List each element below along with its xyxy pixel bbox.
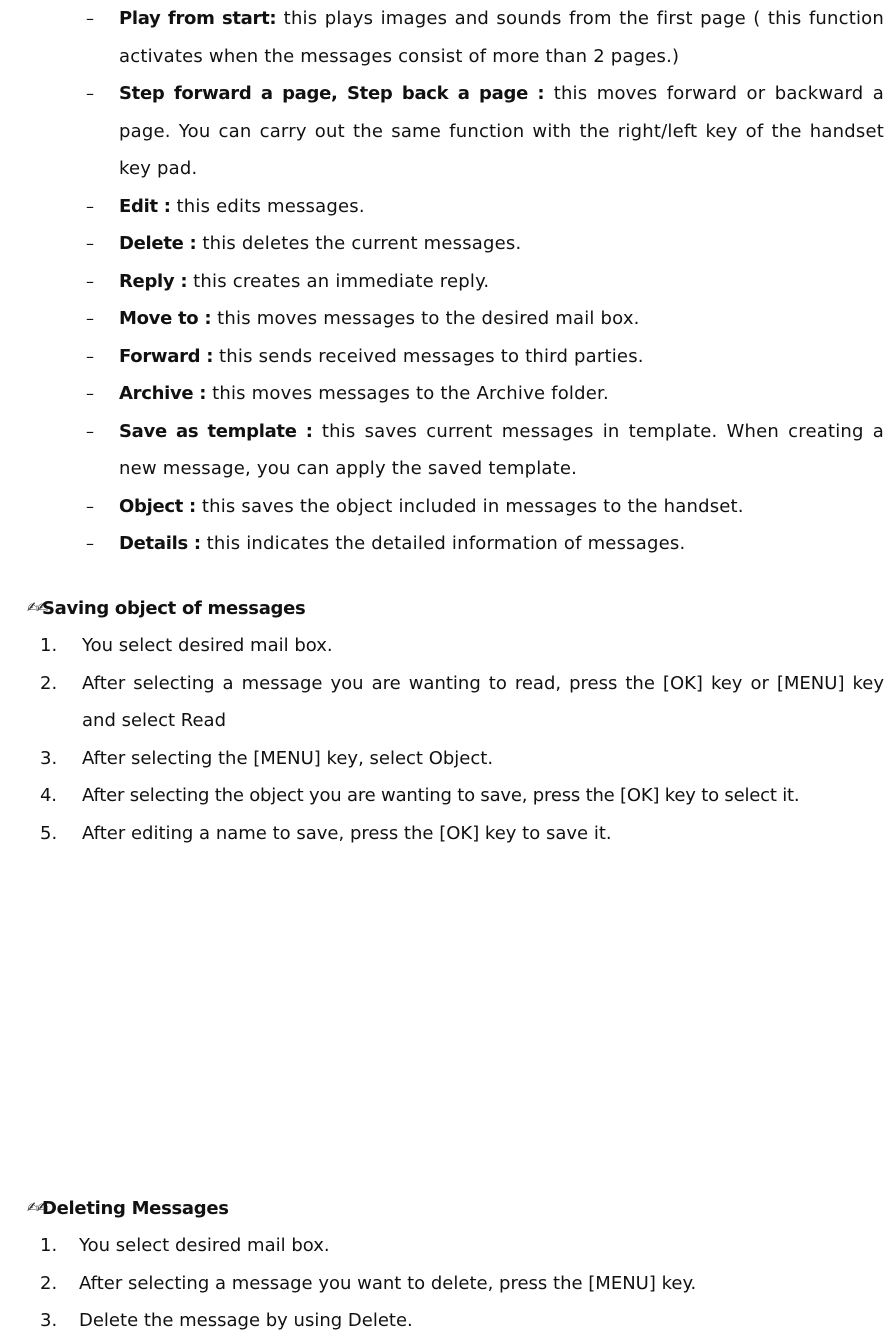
option-term: Step forward a page, Step back a page : — [119, 83, 545, 104]
option-description: this moves messages to the desired mail box. — [211, 308, 640, 329]
option-term: Reply : — [119, 270, 188, 292]
step-item — [0, 627, 885, 665]
step-number: 5. — [40, 822, 58, 844]
section-heading — [0, 590, 885, 627]
option-archive — [0, 375, 885, 413]
dash-bullet: – — [86, 234, 94, 253]
step-number: 2. — [40, 1272, 58, 1294]
option-term: Object : — [119, 495, 196, 517]
dash-bullet: – — [86, 384, 94, 403]
option-reply — [0, 263, 885, 301]
option-edit — [0, 188, 885, 226]
message-options-list — [0, 0, 885, 563]
step-number: 3. — [40, 1310, 58, 1331]
option-term: Play from start: — [119, 8, 277, 29]
option-description: this plays images and sounds from the first page ( this function activates when the messages consist of more than 2 pages.) — [119, 8, 885, 67]
step-item — [0, 1227, 885, 1265]
section-heading — [0, 1190, 885, 1227]
option-description: this indicates the detailed information of messages. — [200, 533, 686, 554]
dash-bullet: – — [86, 196, 94, 216]
option-delete — [0, 225, 885, 263]
option-description: this saves the object included in messages to the handset. — [195, 495, 744, 517]
option-details — [0, 525, 885, 563]
deleting-messages-section — [0, 1190, 885, 1340]
option-description: this saves current messages in template. When creating a new message, you can apply the saved template. — [119, 420, 884, 479]
step-number: 3. — [40, 747, 58, 769]
step-item — [0, 777, 885, 815]
step-text: After editing a name to save, press the [OK] key to save it. — [82, 822, 612, 844]
writing-hand-icon: ✍✍ — [27, 600, 47, 616]
step-text: After selecting the object you are wanting to save, press the [OK] key to select it. — [82, 785, 800, 806]
option-description: this edits messages. — [170, 195, 365, 217]
step-text: After selecting a message you are wanting to read, press the [OK] key or [MENU] key and select Read — [82, 672, 884, 731]
dash-bullet: – — [86, 84, 94, 103]
step-text: You select desired mail box. — [82, 635, 333, 656]
option-term: Forward : — [119, 345, 214, 367]
step-item — [0, 740, 885, 778]
saving-object-section — [0, 590, 885, 852]
dash-bullet: – — [86, 421, 94, 441]
dash-bullet: – — [86, 496, 94, 516]
step-item — [0, 665, 885, 740]
dash-bullet: – — [86, 9, 94, 28]
step-text: After selecting a message you want to delete, press the [MENU] key. — [79, 1272, 697, 1294]
option-term: Save as template : — [119, 420, 313, 442]
step-number: 2. — [40, 672, 58, 694]
dash-bullet: – — [86, 309, 94, 328]
option-move-to — [0, 300, 885, 338]
option-object — [0, 488, 885, 526]
step-text: You select desired mail box. — [79, 1235, 330, 1256]
writing-hand-icon: ✍✍ — [27, 1200, 47, 1216]
step-item — [0, 1302, 885, 1340]
step-item — [0, 1265, 885, 1303]
section-title: Saving object of messages — [42, 598, 306, 619]
step-number: 4. — [40, 785, 57, 806]
section-title: Deleting Messages — [42, 1198, 229, 1219]
option-term: Archive : — [119, 383, 207, 404]
deleting-steps-list — [0, 1227, 885, 1340]
option-description: this sends received messages to third parties. — [213, 345, 644, 367]
option-description: this moves messages to the Archive folder. — [206, 383, 609, 404]
option-term: Details : — [119, 533, 201, 554]
step-text: Delete the message by using Delete. — [79, 1310, 413, 1331]
step-text: After selecting the [MENU] key, select Object. — [82, 747, 494, 769]
step-item — [0, 815, 885, 853]
option-step-forward-back — [0, 75, 885, 188]
option-forward — [0, 338, 885, 376]
option-term: Delete : — [119, 233, 197, 254]
option-save-as-template — [0, 413, 885, 488]
step-number: 1. — [40, 635, 58, 656]
option-description: this deletes the current messages. — [196, 233, 522, 254]
option-term: Edit : — [119, 195, 171, 217]
step-number: 1. — [40, 1235, 58, 1256]
dash-bullet: – — [86, 346, 94, 366]
dash-bullet: – — [86, 534, 94, 553]
option-term: Move to : — [119, 308, 212, 329]
dash-bullet: – — [86, 271, 94, 291]
option-description: this creates an immediate reply. — [187, 270, 490, 292]
option-play-from-start — [0, 0, 885, 75]
saving-steps-list — [0, 627, 885, 852]
option-description: this moves forward or backward a page. You can carry out the same function with the right/left key of the handset key pad. — [119, 83, 884, 179]
